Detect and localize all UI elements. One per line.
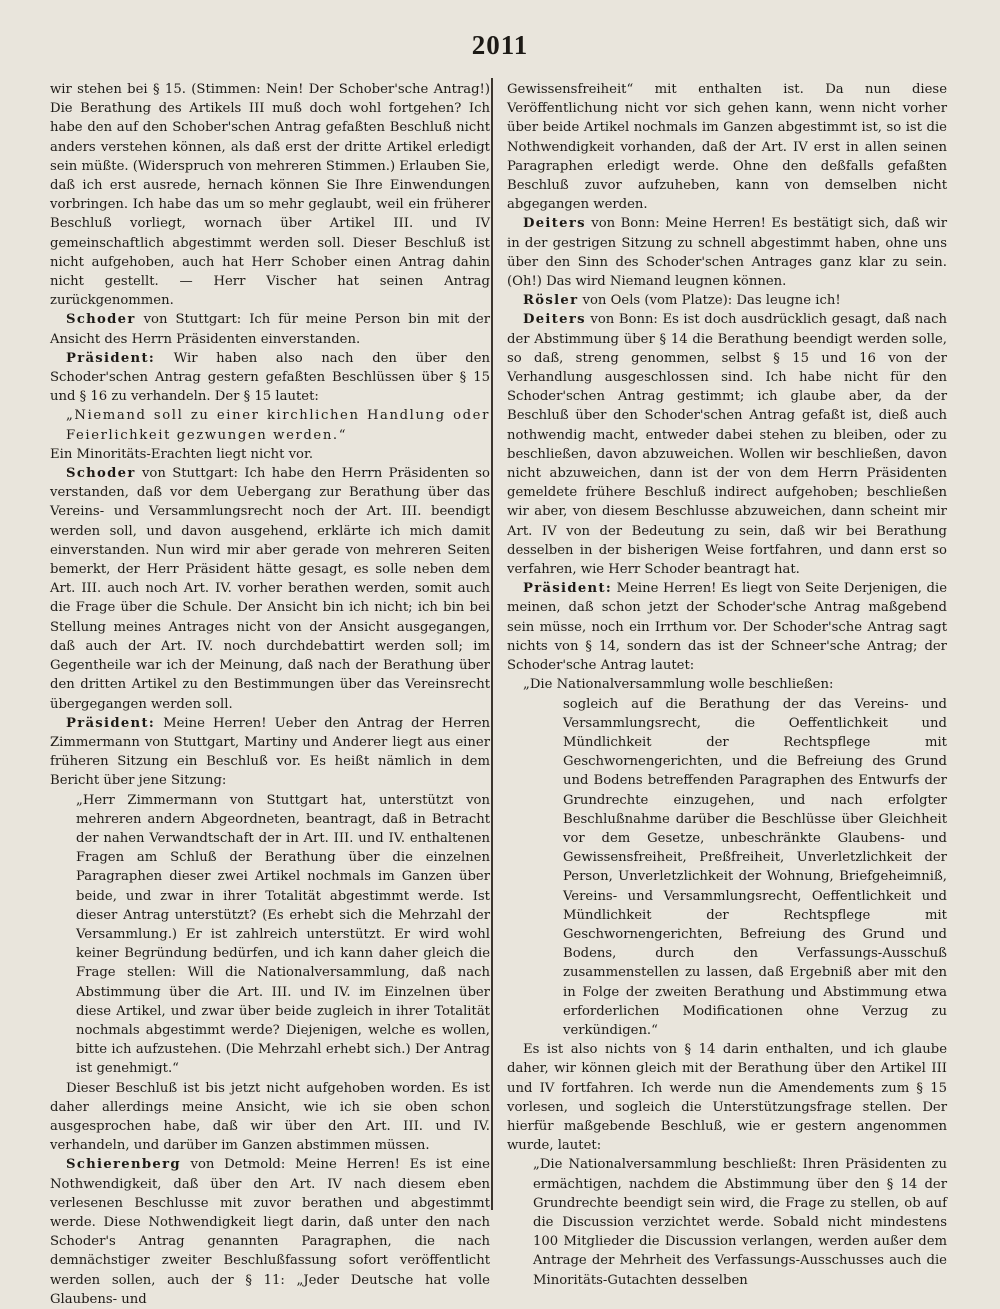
paragraph: [507, 1040, 947, 1155]
paragraph: [507, 579, 947, 675]
paragraph-text: Wir haben also nach den über den Schoder'schen Antrag gestern gefaßten Beschlüssen über § 15 und § 16 zu verhandeln. Der § 15 lautet:: [50, 350, 490, 405]
paragraph-text: von Detmold: Meine Herren! Es ist eine Nothwendigkeit, daß über den Art. IV nach diesem eben verlesenen Beschlusse mit zuvor berathen und abgestimmt werde. Diese Nothwendigkeit liegt darin, daß unter den nach Schoder's Antrag genannten Paragraphen, die nach demnächstiger zweiter Beschlußfassung sofort veröffentlicht werden sollen, auch der § 11: „Jeder Deutsche hat volle Glaubens- und: [50, 1157, 490, 1307]
paragraph: [50, 464, 490, 714]
paragraph-text: „Herr Zimmermann von Stuttgart hat, unterstützt von mehreren andern Abgeordneten, beantragt, daß in Betracht der nahen Verwandtschaft der in Art. III. und IV. enthaltenen Fragen am Schluß der Berathung über die einzelnen Paragraphen dieser zwei Artikel nochmals im Ganzen über beide, und zwar in ihrer Totalität abgestimmt werde. Ist dieser Antrag unterstützt? (Es erhebt sich die Mehrzahl der Versammlung.) Er ist zahlreich unterstützt. Er wird wohl keiner Begründung bedürfen, und ich kann daher gleich die Frage stellen: Will die Nationalversammlung, daß nach Abstimmung über die Art. III. und IV. im Einzelnen über diese Artikel, und zwar über beide zugleich in ihrer Totalität nochmals abgestimmt werde? Diejenigen, welche es wollen, bitte ich aufzustehen. (Die Mehrzahl erhebt sich.) Der Antrag ist genehmigt.“: [76, 792, 490, 1077]
paragraph: [50, 310, 490, 348]
speaker-name: Präsident:: [66, 350, 156, 366]
paragraph: [50, 714, 490, 791]
paragraph: [50, 349, 490, 407]
speaker-name: Schoder: [66, 312, 136, 328]
paragraph-text: von Bonn: Meine Herren! Es bestätigt sich, daß wir in der gestrigen Sitzung zu schnell abgestimmt haben, ohne uns über den Sinn des Schoder'schen Antrages ganz klar zu sein. (Oh!) Das wird Niemand leugnen können.: [507, 216, 947, 290]
paragraph-text: von Stuttgart: Ich für meine Person bin mit der Ansicht des Herrn Präsidenten einverstanden.: [50, 312, 490, 347]
paragraph-text: Es ist also nichts von § 14 darin enthalten, und ich glaube daher, wir können gleich mit der Berathung über den Artikel III und IV fortfahren. Ich werde nun die Amendements zum § 15 vorlesen, und sogleich die Unterstützungsfrage stellen. Der hierfür maßgebende Beschluß, wie er gestern angenommen wurde, lautet:: [507, 1042, 947, 1154]
paragraph: [507, 1155, 947, 1289]
paragraph-text: Meine Herren! Ueber den Antrag der Herren Zimmermann von Stuttgart, Martiny und Anderer liegt aus einer früheren Sitzung ein Beschluß vor. Es heißt nämlich in dem Bericht über jene Sitzung:: [50, 715, 490, 789]
paragraph: [50, 1079, 490, 1156]
paragraph-text: „Die Nationalversammlung wolle beschließen:: [523, 677, 834, 693]
speaker-name: Rösler: [523, 293, 579, 309]
speaker-name: Deiters: [523, 312, 586, 328]
paragraph: [507, 291, 947, 310]
paragraph: [50, 1155, 490, 1309]
speaker-name: Schoder: [66, 466, 136, 482]
paragraph: [507, 675, 947, 694]
speaker-name: Deiters: [523, 216, 586, 232]
paragraph-text: von Oels (vom Platze): Das leugne ich!: [578, 293, 841, 309]
paragraph: [507, 695, 947, 1041]
paragraph-text: „Die Nationalversammlung beschließt: Ihren Präsidenten zu ermächtigen, nachdem die Abstimmung über den § 14 der Grundrechte beendigt sein wird, die Frage zu stellen, ob auf die Discussion verzichtet werde. Sobald nicht mindestens 100 Mitglieder die Discussion verlangen, werden außer dem Antrage der Mehrheit des Verfassungs-Ausschusses auch die Minoritäts-Gutachten desselben: [533, 1157, 947, 1288]
column-divider: [491, 78, 493, 1210]
paragraph-text: von Bonn: Es ist doch ausdrücklich gesagt, daß nach der Abstimmung über § 14 die Berathung beendigt werden solle, so daß, streng genommen, selbst § 15 und 16 von der Verhandlung ausgeschlossen sind. Ich habe nicht für den Schoder'schen Antrag gestimmt; ich glaube aber, da der Beschluß über den Schoder'schen Antrag gefaßt ist, dieß auch nothwendig macht, entweder dabei stehen zu bleiben, oder zu beschließen, davon abzuweichen. Wollen wir beschließen, davon nicht abzuweichen, dann ist der von dem Herrn Präsidenten gemeldete frühere Beschluß indirect aufgehoben; beschließen wir aber, von diesem Beschlusse abzuweichen, dann scheint mir Art. IV von der Bedeutung zu sein, daß wir bei Berathung desselben in der bisherigen Weise fortfahren, und dann erst so verfahren, wie Herr Schoder beantragt hat.: [507, 312, 947, 578]
paragraph: [507, 214, 947, 291]
paragraph: [50, 791, 490, 1079]
paragraph-text: von Stuttgart: Ich habe den Herrn Präsidenten so verstanden, daß vor dem Uebergang zur Berathung über das Vereins- und Versammlungsrecht noch der Art. III. beendigt werden soll, und davon ausgehend, erklärte ich mich damit einverstanden. Nun wird mir aber gerade von mehreren Seiten bemerkt, der Herr Präsident hätte gesagt, es solle neben dem Art. III. auch noch Art. IV. vorher berathen werden, somit auch die Frage über die Schule. Der Ansicht bin ich nicht; ich bin bei Stellung meines Antrages nicht von der Ansicht ausgegangen, daß auch der Art. IV. noch durchdebattirt werden soll; im Gegentheile war ich der Meinung, daß nach der Berathung über den dritten Artikel zu den Bestimmungen über das Vereinsrecht übergegangen werden soll.: [50, 466, 490, 712]
paragraph-text: Ein Minoritäts-Erachten liegt nicht vor.: [50, 446, 314, 462]
paragraph-text: Meine Herren! Es liegt von Seite Derjenigen, die meinen, daß schon jetzt der Schoder'sche Antrag maßgebend sein müsse, noch ein Irrthum vor. Der Schoder'sche Antrag sagt nichts von § 14, sondern das ist der Schneer'sche Antrag; der Schoder'sche Antrag lautet:: [507, 581, 947, 674]
speaker-name: Schierenberg: [66, 1157, 181, 1173]
paragraph: [50, 80, 490, 310]
left-column: [50, 80, 490, 1307]
paragraph-text: Dieser Beschluß ist bis jetzt nicht aufgehoben worden. Es ist daher allerdings meine Ansicht, wie ich sie oben schon ausgesprochen habe, daß wir über den Art. III. und IV. verhandeln, und darüber im Ganzen abstimmen müssen.: [50, 1080, 490, 1154]
paragraph-text: sogleich auf die Berathung der das Vereins- und Versammlungsrecht, die Oeffentlichkeit und Mündlichkeit der Rechtspflege mit Geschwornengerichten, und die Befreiung des Grund und Bodens betreffenden Paragraphen des Entwurfs der Grundrechte einzugehen, und nach erfolgter Beschlußnahme darüber die Beschlüsse über Gleichheit vor dem Gesetze, unbeschränkte Glaubens- und Gewissensfreiheit, Preßfreiheit, Unverletzlichkeit der Person, Unverletzlichkeit der Wohnung, Briefgeheimniß, Vereins- und Versammlungsrecht, Oeffentlichkeit und Mündlichkeit der Rechtspflege mit Geschwornengerichten, Befreiung des Grund und Bodens, durch den Verfassungs-Ausschuß zusammenstellen zu lassen, daß Ergebniß aber mit den in Folge der zweiten Berathung und Abstimmung etwa erforderlichen Modificationen ohne Verzug zu verkündigen.“: [563, 696, 947, 1038]
paragraph-text: Gewissensfreiheit“ mit enthalten ist. Da nun diese Veröffentlichung nicht vor sich gehen kann, wenn nicht vorher über beide Artikel nochmals im Ganzen abgestimmt ist, so ist die Nothwendigkeit vorhanden, daß der Art. IV erst in allen seinen Paragraphen erledigt werde. Ohne den deßfalls gefaßten Beschluß zuvor aufzuheben, kann von demselben nicht abgegangen werden.: [507, 82, 947, 213]
page-number: 2011: [471, 30, 529, 60]
paragraph-text: „Niemand soll zu einer kirchlichen Handlung oder Feierlichkeit gezwungen werden.“: [66, 408, 490, 443]
paragraph: [50, 406, 490, 444]
right-column: [507, 80, 947, 1288]
speaker-name: Präsident:: [523, 581, 613, 597]
speaker-name: Präsident:: [66, 715, 156, 731]
paragraph: [507, 310, 947, 579]
paragraph: [507, 80, 947, 214]
paragraph-text: wir stehen bei § 15. (Stimmen: Nein! Der Schober'sche Antrag!) Die Berathung des Artikels III muß doch wohl fortgehen? Ich habe den auf den Schober'schen Antrag gefaßten Beschluß nicht anders verstehen können, als daß erst der dritte Artikel erledigt sein müßte. (Widerspruch von mehreren Stimmen.) Erlauben Sie, daß ich erst ausrede, hernach können Sie Ihre Einwendungen vorbringen. Ich habe das um so mehr geglaubt, weil ein früherer Beschluß vorliegt, wornach über Artikel III. und IV gemeinschaftlich abgestimmt werden soll. Dieser Beschluß ist nicht aufgehoben, auch hat Herr Schober einen Antrag dahin nicht gestellt. — Herr Vischer hat seinen Antrag zurückgenommen.: [50, 82, 490, 309]
paragraph: [50, 445, 490, 464]
